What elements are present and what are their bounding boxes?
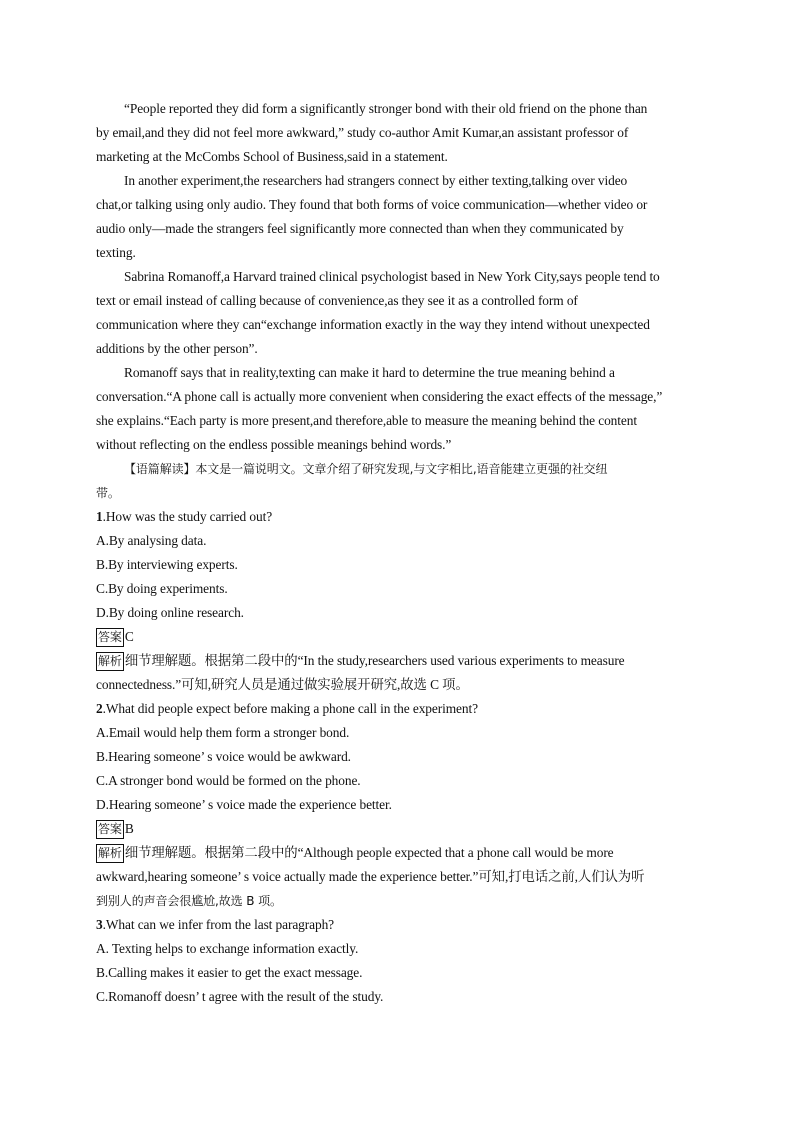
text-line: In another experiment,the researchers had strangers connect by either texting,talking over video (124, 173, 628, 188)
text-line: by email,and they did not feel more awkward,” study co-author Amit Kumar,an assistant professor of (96, 125, 629, 140)
option-a: A.Email would help them form a stronger bond. (96, 725, 350, 740)
analysis-tag: 解析 (96, 652, 124, 671)
option-c: C.By doing experiments. (96, 581, 228, 596)
analysis-line (96, 841, 708, 865)
summary-label: 【语篇解读】 (124, 462, 196, 476)
question-stem: .What did people expect before making a phone call in the experiment? (102, 701, 478, 716)
text-line: she explains.“Each party is more present,and therefore,able to measure the meaning behind the content (96, 413, 637, 428)
analysis-tag: 解析 (96, 844, 124, 863)
text-line: text or email instead of calling because of convenience,as they see it as a controlled form of (96, 293, 578, 308)
text-line: audio only—made the strangers feel significantly more connected than when they communicated by (96, 221, 624, 236)
text-line: without reflecting on the endless possible meanings behind words.” (96, 437, 452, 452)
text-line: Sabrina Romanoff,a Harvard trained clinical psychologist based in New York City,says people tend to (124, 269, 660, 284)
question-number: 3 (96, 917, 103, 932)
question-3 (96, 913, 708, 1009)
question-1 (96, 505, 708, 697)
option-b: B.Hearing someone’ s voice would be awkward. (96, 749, 351, 764)
text-line: Romanoff says that in reality,texting can make it hard to determine the true meaning behind a (124, 365, 615, 380)
analysis-text: 细节理解题。根据第二段中的“Although people expected that a phone call would be more (124, 845, 614, 860)
answer-tag: 答案 (96, 820, 124, 839)
text-line: communication where they can“exchange information exactly in the way they intend without unexpected (96, 317, 650, 332)
paragraph-4 (96, 361, 708, 457)
paragraph-1 (96, 97, 708, 169)
answer-line (96, 817, 708, 841)
analysis-text: 到别人的声音会很尴尬,故选 B 项。 (96, 894, 282, 908)
question-number: 2 (96, 701, 103, 716)
paragraph-3 (96, 265, 708, 361)
passage-summary (96, 457, 708, 505)
summary-text: 带。 (96, 486, 120, 500)
option-d: D.Hearing someone’ s voice made the experience better. (96, 797, 392, 812)
option-a: A.By analysing data. (96, 533, 207, 548)
text-line: additions by the other person”. (96, 341, 258, 356)
paragraph-2 (96, 169, 708, 265)
option-d: D.By doing online research. (96, 605, 244, 620)
option-c: C.A stronger bond would be formed on the phone. (96, 773, 361, 788)
text-line: conversation.“A phone call is actually more convenient when considering the exact effects of the message,” (96, 389, 663, 404)
answer-value: C (124, 629, 134, 644)
question-stem: .How was the study carried out? (102, 509, 273, 524)
analysis-line (96, 649, 708, 673)
question-2 (96, 697, 708, 913)
analysis-text: 细节理解题。根据第二段中的“In the study,researchers used various experiments to measure (124, 653, 625, 668)
option-c: C.Romanoff doesn’ t agree with the result of the study. (96, 989, 384, 1004)
summary-text: 本文是一篇说明文。文章介绍了研究发现,与文字相比,语音能建立更强的社交纽 (195, 462, 608, 476)
option-b: B.By interviewing experts. (96, 557, 238, 572)
option-a: A. Texting helps to exchange information exactly. (96, 941, 359, 956)
question-stem: .What can we infer from the last paragraph? (102, 917, 335, 932)
question-number: 1 (96, 509, 103, 524)
text-line: “People reported they did form a significantly stronger bond with their old friend on the phone than (124, 101, 648, 116)
text-line: texting. (96, 245, 136, 260)
text-line: chat,or talking using only audio. They found that both forms of voice communication—whether video or (96, 197, 648, 212)
analysis-text: awkward,hearing someone’ s voice actually made the experience better.”可知,打电话之前,人们认为听 (96, 869, 645, 884)
answer-value: B (124, 821, 134, 836)
option-b: B.Calling makes it easier to get the exact message. (96, 965, 363, 980)
text-line: marketing at the McCombs School of Business,said in a statement. (96, 149, 448, 164)
analysis-text: connectedness.”可知,研究人员是通过做实验展开研究,故选 C 项。 (96, 677, 469, 692)
answer-line (96, 625, 708, 649)
answer-tag: 答案 (96, 628, 124, 647)
document-body (96, 97, 708, 1009)
